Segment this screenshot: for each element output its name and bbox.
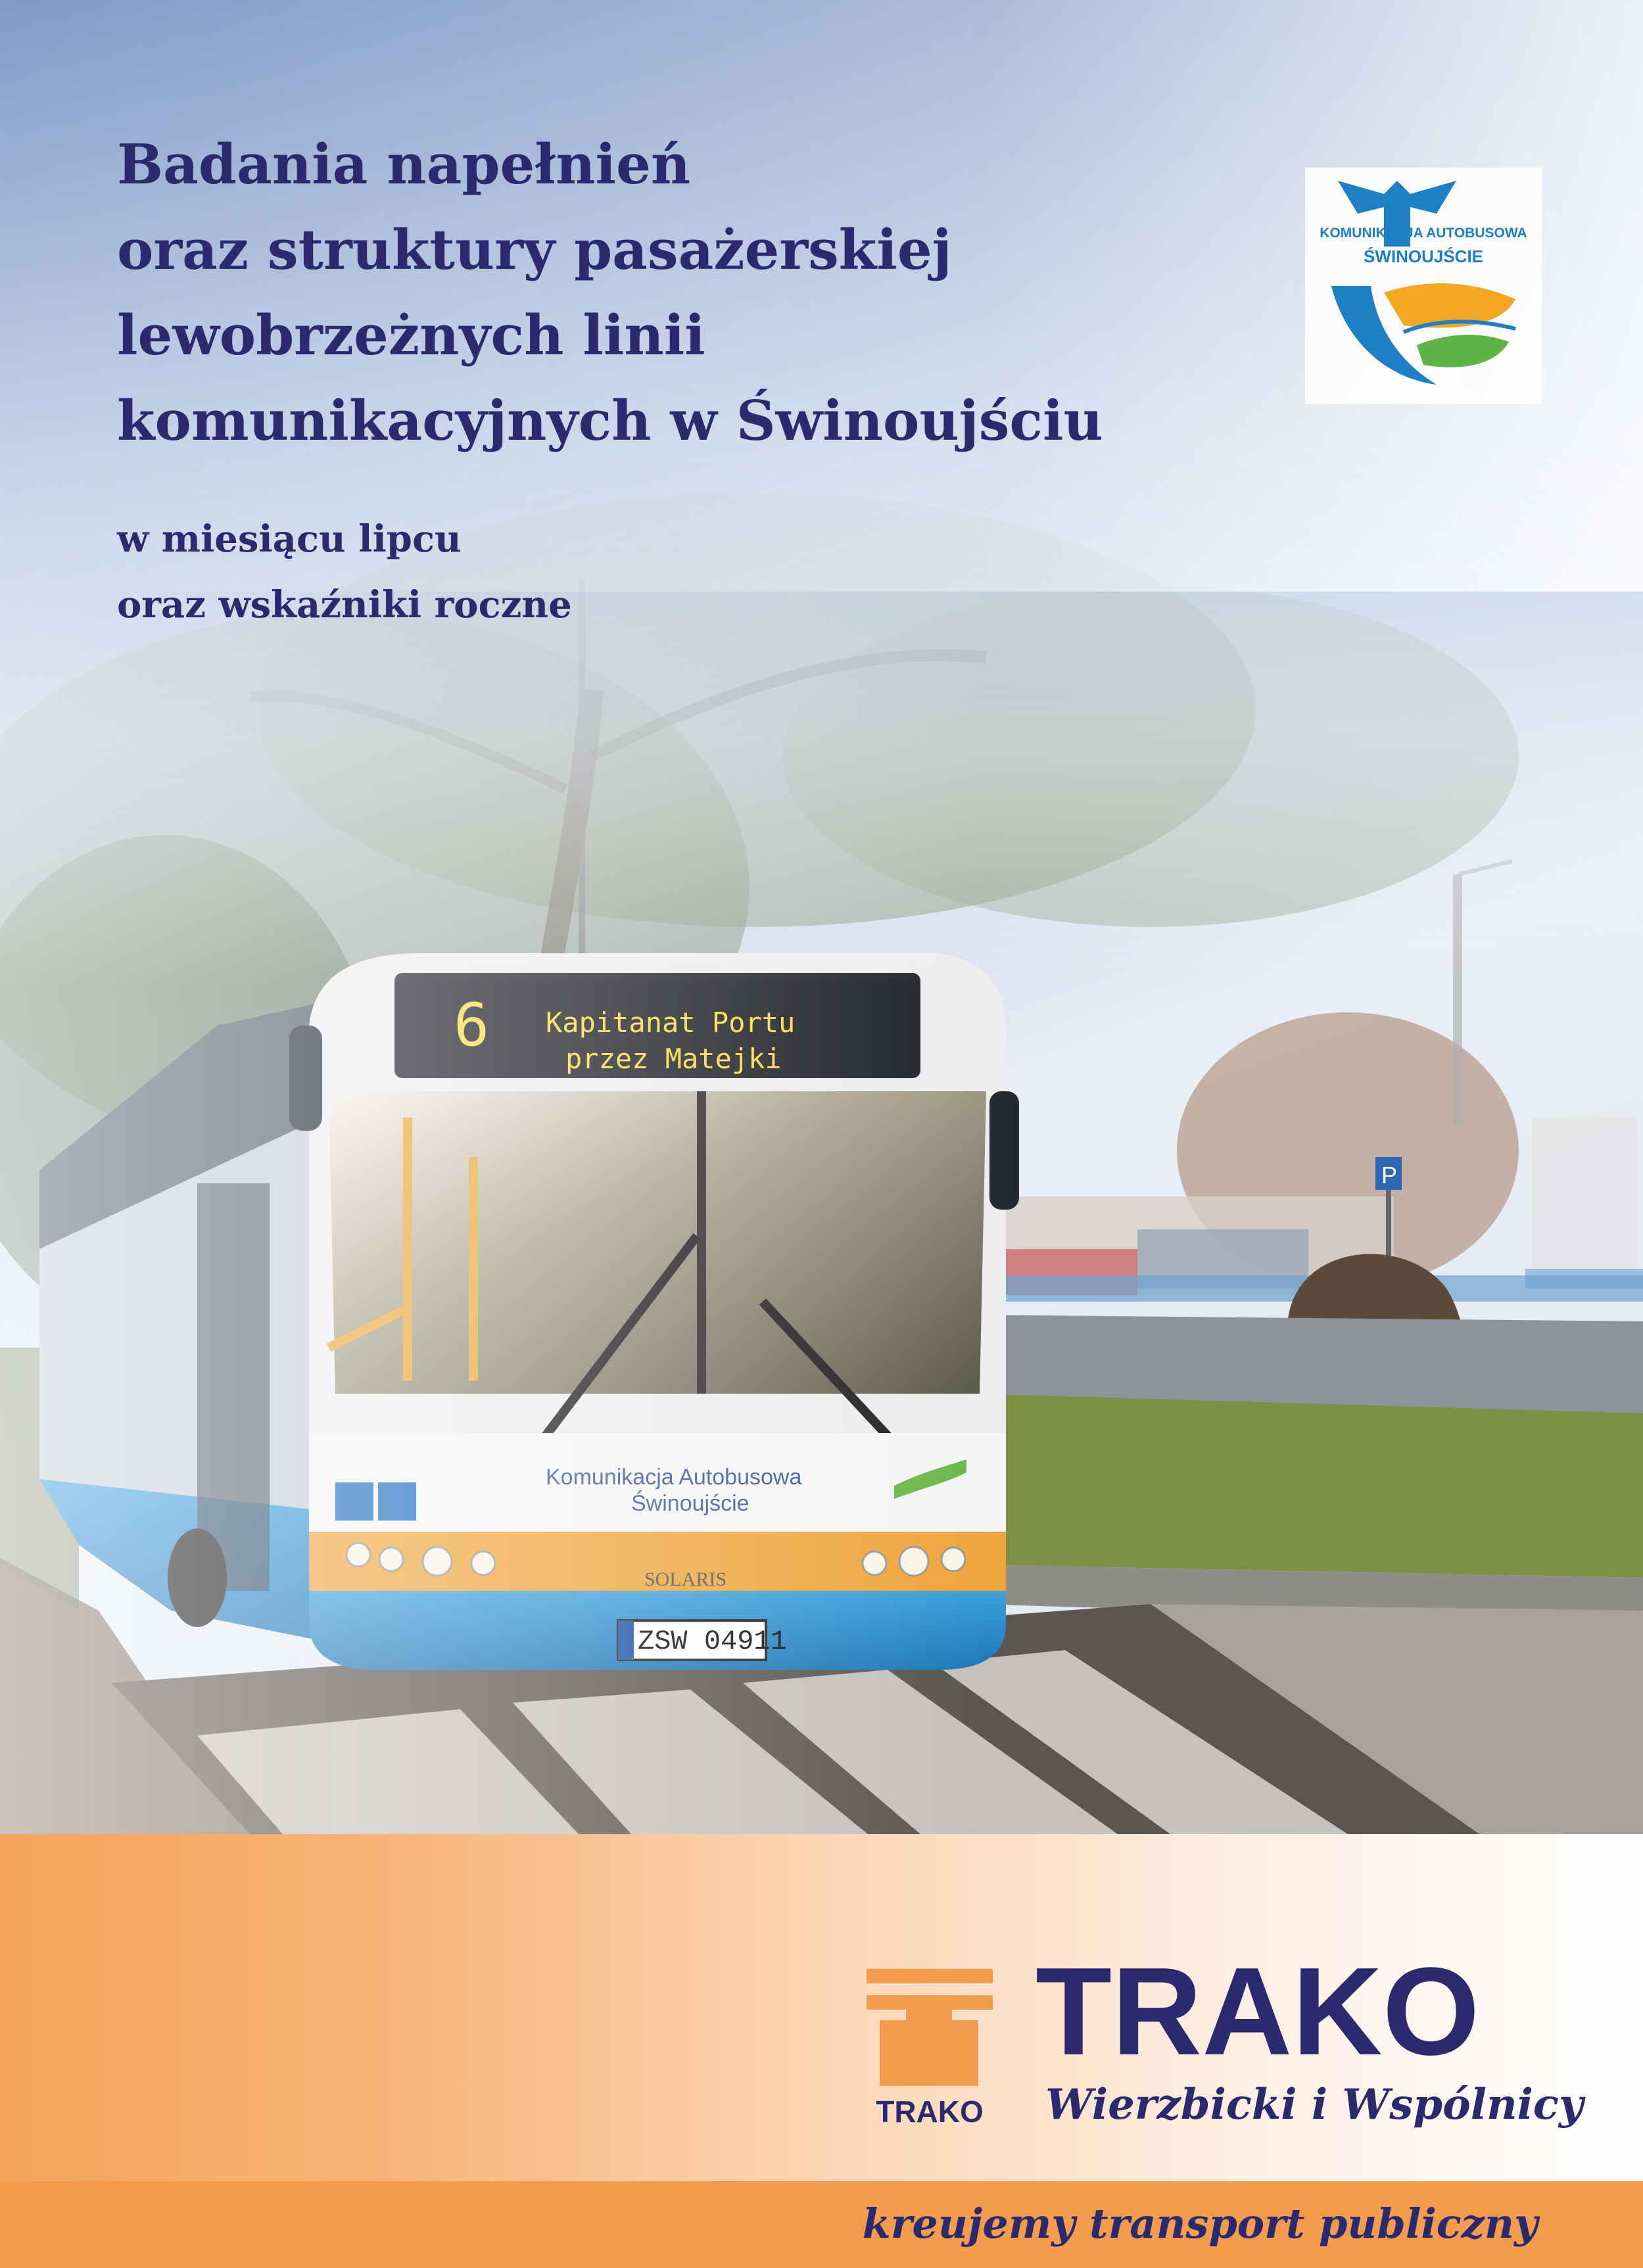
document-title — [117, 122, 1103, 463]
publisher-name: TRAKO — [1036, 1942, 1480, 2081]
komunikacja-autobusowa-logo-icon — [1305, 168, 1542, 404]
document-subtitle — [117, 506, 572, 638]
title-line-3: lewobrzeżnych linii — [117, 303, 705, 367]
subtitle-line-2: oraz wskaźniki roczne — [117, 583, 572, 626]
title-line-2: oraz struktury pasażerskiej — [117, 218, 952, 282]
trako-icon-label: TRAKO — [876, 2094, 984, 2129]
client-logo-graphic — [1305, 168, 1542, 404]
client-logo-line-2: ŚWINOUJŚCIE — [1363, 247, 1484, 266]
title-line-1: Badania napełnień — [117, 132, 691, 197]
client-logo-line-1: KOMUNIKACJA AUTOBUSOWA — [1320, 225, 1527, 241]
publisher-slogan: kreujemy transport publiczny — [862, 2200, 1538, 2248]
title-line-4: komunikacyjnych w Świnoujściu — [117, 389, 1103, 453]
slogan-bar — [0, 2181, 1643, 2268]
publisher-subname: Wierzbicki i Wspólnicy — [1045, 2080, 1584, 2129]
subtitle-line-1: w miesiącu lipcu — [117, 517, 462, 561]
